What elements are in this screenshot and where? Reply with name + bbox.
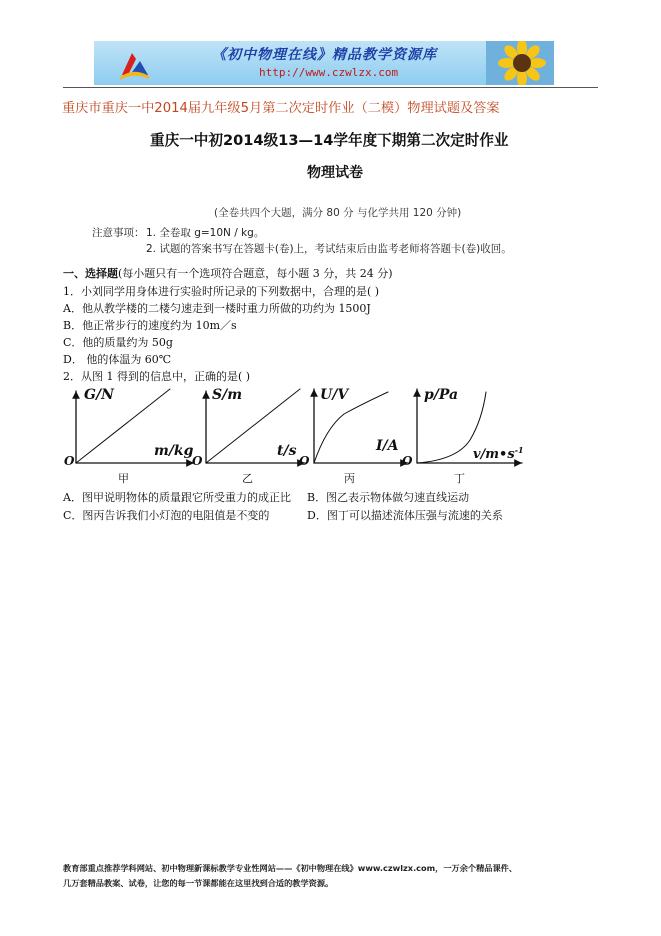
origin-label: O xyxy=(64,454,75,468)
question-1-option-c: C．他的质量约为 50g xyxy=(63,336,173,349)
banner-title: 《初中物理在线》精品教学资源库 xyxy=(212,47,437,63)
y-axis-label: U/V xyxy=(320,387,349,403)
question-2-option-d: D．图丁可以描述流体压强与流速的关系 xyxy=(307,509,503,522)
graph-jia xyxy=(64,387,194,485)
question-2-option-c: C．图丙告诉我们小灯泡的电阻值是不变的 xyxy=(63,509,270,522)
question-1-option-a: A．他从教学楼的二楼匀速走到一楼时重力所做的功约为 1500J xyxy=(63,302,371,315)
exam-info: (全卷共四个大题，满分 80 分 与化学共用 120 分钟) xyxy=(214,207,462,219)
origin-label: O xyxy=(299,454,310,468)
paper-title: 物理试卷 xyxy=(307,165,363,181)
banner-url: http://www.czwlzx.com xyxy=(259,66,399,79)
graph-bing xyxy=(299,387,408,485)
graph-caption: 丙 xyxy=(344,472,355,485)
footer-line: 几万套精品教案、试卷，让您的每一节课都能在这里找到合适的教学资源。 xyxy=(63,878,334,888)
section-instructions: (每小题只有一个选项符合题意，每小题 3 分，共 24 分) xyxy=(118,267,393,280)
y-axis-label: S/m xyxy=(212,387,243,403)
graph-yi xyxy=(192,387,305,485)
figure-1-graphs xyxy=(62,384,532,488)
question-1-option-d: D． 他的体温为 60℃ xyxy=(63,353,172,366)
graph-caption: 丁 xyxy=(454,472,465,485)
section-heading xyxy=(63,265,393,281)
graph-caption: 甲 xyxy=(118,472,129,485)
x-axis-label: $v/m•s^{-1}$ xyxy=(473,445,524,462)
document-red-title: 重庆市重庆一中2014届九年级5月第二次定时作业（二模）物理试题及答案 xyxy=(62,101,500,116)
y-axis-label: p/Pa xyxy=(424,387,459,403)
header-rule xyxy=(63,87,598,88)
note-item: 2. 试题的答案书写在答题卡(卷)上，考试结束后由监考老师将答题卡(卷)收回。 xyxy=(146,243,512,255)
x-axis-label: m/kg xyxy=(154,443,194,459)
question-2-option-b: B．图乙表示物体做匀速直线运动 xyxy=(307,491,470,504)
x-axis-label: I/A xyxy=(376,438,399,454)
graph-ding xyxy=(402,387,524,485)
sunflower-icon xyxy=(486,41,554,85)
y-axis-label: G/N xyxy=(84,387,114,403)
origin-label: O xyxy=(402,454,413,468)
question-2-stem: 2．从图 1 得到的信息中，正确的是( ) xyxy=(63,370,251,383)
origin-label: O xyxy=(192,454,203,468)
site-logo-icon xyxy=(116,45,152,81)
x-axis-label: t/s xyxy=(277,443,297,459)
graph-caption: 乙 xyxy=(242,472,253,485)
question-1-stem: 1．小刘同学用身体进行实验时所记录的下列数据中，合理的是( ) xyxy=(63,285,380,298)
note-item: 1. 全卷取 g=10N / kg。 xyxy=(146,227,265,239)
header-banner xyxy=(94,41,554,85)
school-title: 重庆一中初2014级13—14学年度下期第二次定时作业 xyxy=(150,132,509,149)
footer-line: 教育部重点推荐学科网站、初中物理新课标教学专业性网站——《初中物理在线》www.czwlzx.com，一万余个精品课件、 xyxy=(63,863,518,873)
question-2-option-a: A．图甲说明物体的质量跟它所受重力的成正比 xyxy=(63,491,291,504)
section-heading-title: 一、选择题 xyxy=(63,267,118,280)
page-footer xyxy=(63,861,603,891)
notes-label: 注意事项： xyxy=(92,227,145,239)
question-1-option-b: B．他正常步行的速度约为 10m／s xyxy=(63,319,237,332)
